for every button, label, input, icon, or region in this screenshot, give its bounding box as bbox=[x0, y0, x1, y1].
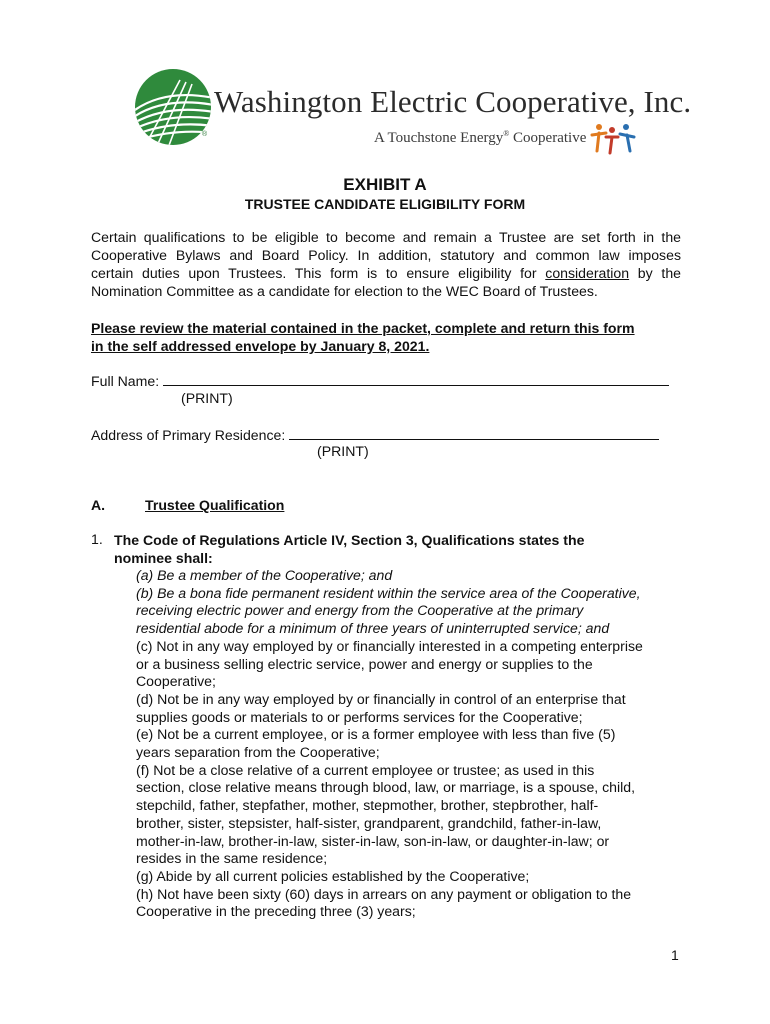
clause-line: or a business selling electric service, power and energy or supplies to the bbox=[136, 655, 593, 672]
clause-line: supplies goods or materials to or performs services for the Cooperative; bbox=[136, 708, 583, 725]
touchstone-tagline: A Touchstone Energy® Cooperative bbox=[374, 129, 587, 146]
section-title: Trustee Qualification bbox=[145, 497, 285, 513]
page-number: 1 bbox=[671, 947, 679, 963]
clause-line: (a) Be a member of the Cooperative; and bbox=[136, 567, 393, 583]
clause-line: receiving electric power and energy from the Cooperative at the primary bbox=[136, 602, 584, 619]
clause-line: (h) Not have been sixty (60) days in arrears on any payment or obligation to the bbox=[136, 885, 632, 902]
wec-logo-icon bbox=[134, 68, 212, 146]
clause-line: mother-in-law, brother-in-law, sister-in-law, son-in-law, or daughter-in-law; or bbox=[136, 832, 610, 849]
address-field[interactable] bbox=[289, 425, 659, 440]
return-instruction: Please review the material contained in the packet, complete and return this form in the self addressed envelope by January 8, 2021. bbox=[91, 320, 635, 354]
clause-line: years separation from the Cooperative; bbox=[136, 744, 380, 761]
full-name-field[interactable] bbox=[163, 371, 669, 386]
clause-line: stepchild, father, stepfather, mother, stepmother, brother, stepbrother, half- bbox=[136, 797, 599, 814]
clause-line: (f) Not be a close relative of a current employee or trustee; as used in this bbox=[136, 761, 595, 778]
intro-paragraph bbox=[91, 228, 681, 300]
form-title: TRUSTEE CANDIDATE ELIGIBILITY FORM bbox=[244, 196, 526, 212]
clause-line: Cooperative in the preceding three (3) years; bbox=[136, 903, 416, 920]
intro-line: Cooperative Bylaws and Board Policy. In addition, statutory and common law imposes bbox=[91, 247, 681, 263]
full-name-row bbox=[91, 371, 669, 389]
item-heading: The Code of Regulations Article IV, Section 3, Qualifications states the nominee shall: bbox=[114, 532, 585, 566]
intro-line: Nomination Committee as a candidate for election to the WEC Board of Trustees. bbox=[91, 283, 598, 299]
clause-line: (b) Be a bona fide permanent resident within the service area of the Cooperative, bbox=[136, 584, 641, 601]
intro-line: Certain qualifications to be eligible to become and remain a Trustee are set forth in the bbox=[91, 229, 681, 245]
consideration-underlined: consideration bbox=[545, 265, 630, 281]
clause-line: (c) Not in any way employed by or financially interested in a competing enterprise bbox=[136, 637, 643, 654]
address-label: Address of Primary Residence: bbox=[91, 427, 290, 443]
section-letter: A. bbox=[91, 497, 106, 513]
item-number: 1. bbox=[91, 531, 103, 547]
organization-name: Washington Electric Cooperative, Inc. bbox=[214, 84, 692, 119]
intro-line: certain duties upon Trustees. This form is to ensure eligibility for consideration by the bbox=[91, 265, 681, 281]
clause-line: brother, sister, stepsister, half-sister, grandparent, grandchild, father-in-law, bbox=[136, 814, 602, 831]
clause-line: Cooperative; bbox=[136, 673, 216, 690]
address-row bbox=[91, 425, 659, 443]
clause-line: section, close relative means through blood, law, or marriage, is a spouse, child, bbox=[136, 779, 636, 796]
address-print-note: (PRINT) bbox=[317, 443, 369, 459]
logo-registered-mark: ® bbox=[202, 131, 208, 138]
touchstone-energy-icon bbox=[590, 121, 636, 155]
full-name-print-note: (PRINT) bbox=[181, 390, 233, 406]
clause-line: (g) Abide by all current policies established by the Cooperative; bbox=[136, 867, 530, 884]
clause-line: (e) Not be a current employee, or is a former employee with less than five (5) bbox=[136, 726, 616, 743]
clause-line: residential abode for a minimum of three years of uninterrupted service; and bbox=[136, 620, 610, 637]
clause-line: resides in the same residence; bbox=[136, 850, 328, 867]
full-name-label: Full Name: bbox=[91, 373, 164, 389]
qualification-clauses bbox=[136, 567, 643, 921]
clause-line: (d) Not be in any way employed by or financially in control of an enterprise that bbox=[136, 690, 626, 707]
exhibit-title: EXHIBIT A bbox=[343, 175, 427, 194]
